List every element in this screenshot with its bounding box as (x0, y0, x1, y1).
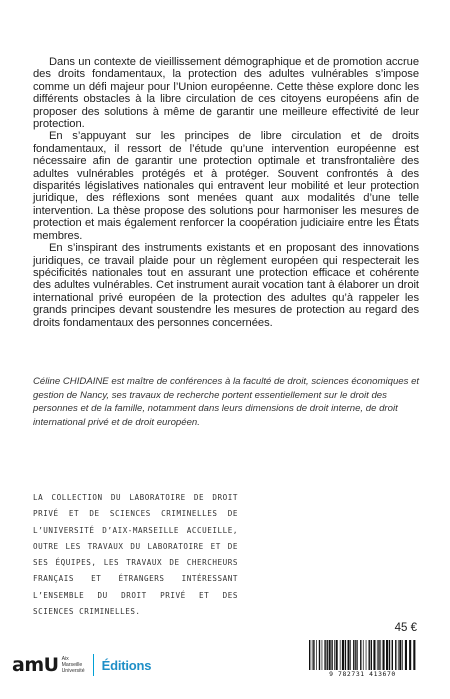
publisher-imprint: Éditions (101, 657, 152, 673)
barcode-bar (355, 640, 356, 670)
author-bio: Céline CHIDAINE est maître de conférences à la faculté de droit, sciences économiques et gestion de Nancy, ses travaux de recherche portent essentiellement sur le droit des personnes et de la famille, notamment dans leurs dimensions de droit interne, de droit international privé et de droit européen. (33, 376, 420, 428)
barcode-bar (348, 640, 350, 670)
barcode-bar (369, 640, 370, 670)
barcode-bar (366, 640, 367, 670)
barcode-bar (353, 640, 354, 670)
barcode-bar (312, 640, 313, 670)
barcode-bar (350, 640, 351, 670)
barcode-bar (336, 640, 338, 670)
barcode-bar (363, 640, 364, 670)
barcode-bar (340, 640, 341, 670)
barcode-bar (313, 640, 314, 670)
amu-logo-sub-line: Marseille (61, 662, 83, 668)
barcode-bar (371, 640, 372, 670)
summary-paragraph-3: En s’inspirant des instruments existants et en proposant des innovations juridiques, ce travail plaide pour un règlement européen qui respecterait les spécificités nationales tout en assurant une protection efficace et cohérente des adultes vulnérables. Cet instrument aurait vocation tant à élaborer un droit international privé européen de la protection des adultes qu’à rappeler les grands principes devant soustendre les mesures de protection au regard des droits fondamentaux des personnes concernées. (33, 242, 419, 329)
barcode-bar (360, 640, 361, 670)
isbn-barcode (307, 640, 418, 677)
barcode-digits: 9 782731 413670 (329, 670, 396, 678)
barcode-bar (386, 640, 388, 670)
publisher-logo (12, 652, 151, 678)
barcode-bar (377, 640, 378, 670)
collection-description: LA COLLECTION DU LABORATOIRE DE DROIT PRIVÉ ET DE SCIENCES CRIMINELLES DE L’UNIVERSITÉ D’AIX-MARSEILLE ACCUEILLE, OUTRE LES TRAVAUX DU LABORATOIRE ET DE SES ÉQUIPES, LES TRAVAUX DE CHERCHEURS FRANÇAIS ET ÉTRANGERS INTÉRESSANT L’ENSEMBLE DU DROIT PRIVÉ ET DES SCIENCES CRIMINELLES. (33, 493, 238, 617)
barcode-bar (378, 640, 379, 670)
barcode-bar (405, 640, 407, 670)
amu-logo-mark: amU (12, 654, 59, 676)
barcode-bar (345, 640, 346, 670)
price-label: 45 € (394, 622, 417, 634)
barcode-bar (409, 640, 411, 670)
barcode-bar (334, 640, 335, 670)
barcode-bar (316, 640, 317, 670)
barcode-bar (322, 640, 323, 670)
barcode-bar (392, 640, 393, 670)
amu-logo-sub-line: Aix (61, 656, 69, 662)
barcode-bar (380, 640, 381, 670)
amu-logo-sub-line: Université (61, 668, 85, 674)
barcode-bar (373, 640, 375, 670)
barcode-bar (327, 640, 328, 670)
barcode-bar (389, 640, 390, 670)
barcode-bar (357, 640, 358, 670)
barcode-bar (413, 640, 415, 670)
barcode-bar (402, 640, 403, 670)
amu-logo-subtitle (62, 656, 85, 674)
barcode-bar (395, 640, 396, 670)
summary-paragraph-1: Dans un contexte de vieillissement démographique et de promotion accrue des droits fondamentaux, la protection des adultes vulnérables s’impose comme un défi majeur pour l’Union européenne. Cette thèse explore donc les différents obstacles à la libre circulation de ces citoyens européens afin de proposer des solutions à même de garantir une meilleure effectivité de leur protection. (33, 56, 419, 131)
summary-paragraph-2: En s’appuyant sur les principes de libre circulation et de droits fondamentaux, il ressort de l’étude qu’une intervention européenne est nécessaire afin de garantir une protection optimale et transfrontalière des adultes vulnérables protégés et à protéger. Souvent confrontés à des disparités législatives nationales qui entravent leur mobilité et leur protection juridique, des réflexions sont menées quant aux modalités d’une telle intervention. La thèse propose des solutions pour harmoniser les mesures de protection et mais également renforcer la coopération judiciaire entre les États membres. (33, 130, 419, 242)
barcode-bar (398, 640, 399, 670)
barcode-bar (309, 640, 310, 670)
barcode-bar (383, 640, 385, 670)
back-cover-summary (33, 56, 419, 329)
barcode-bar (319, 640, 320, 670)
logo-divider (93, 654, 94, 676)
barcode-bar (399, 640, 401, 670)
barcode-bars (307, 640, 418, 670)
barcode-bar (342, 640, 344, 670)
barcode-bar (324, 640, 325, 670)
barcode-bar (329, 640, 331, 670)
barcode-bar (331, 640, 332, 670)
